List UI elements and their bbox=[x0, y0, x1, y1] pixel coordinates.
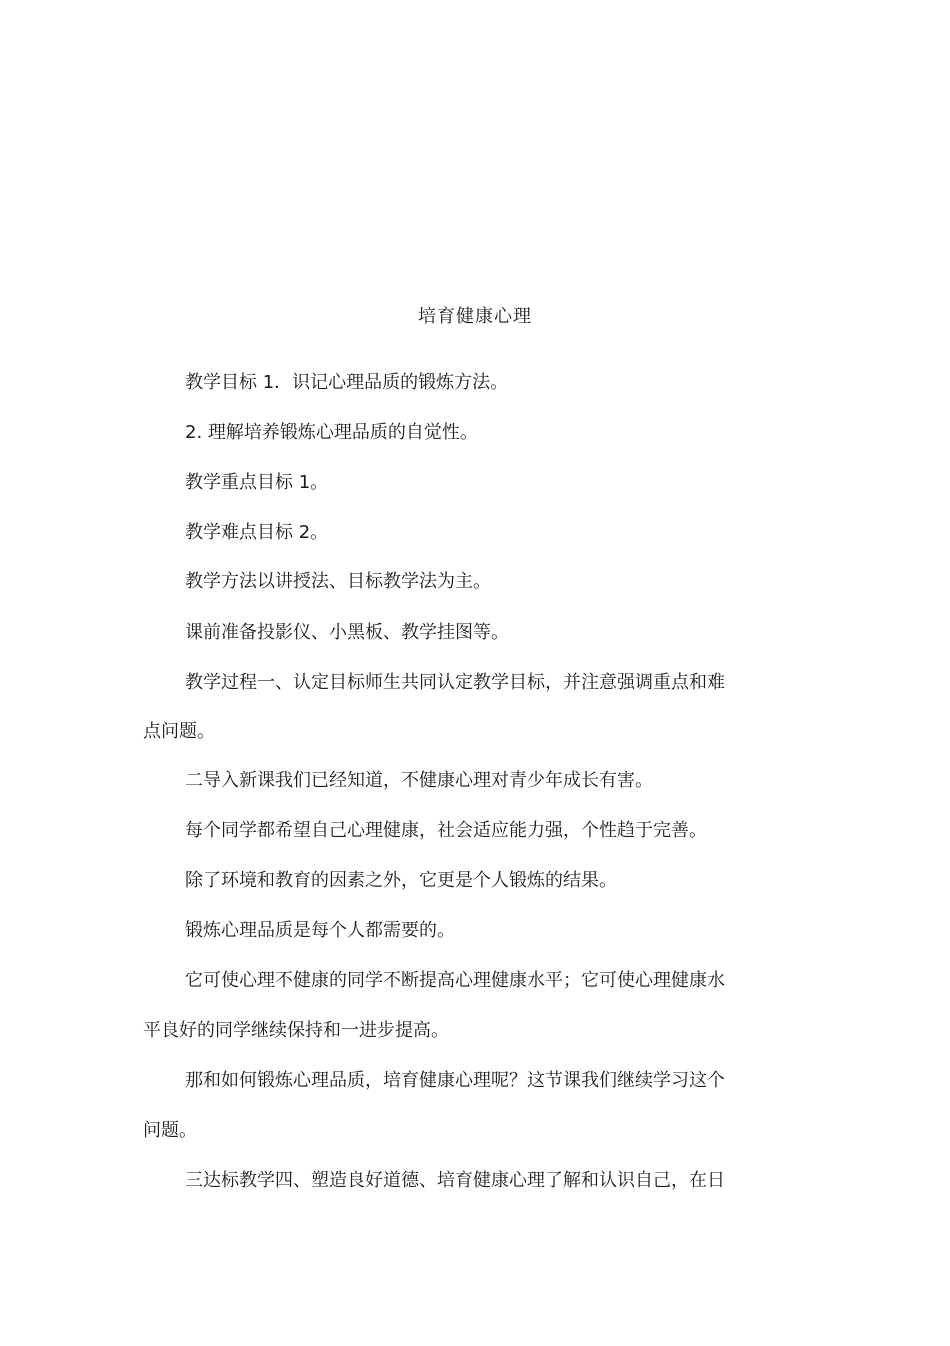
paragraph-line: 点问题。 bbox=[143, 721, 215, 742]
paragraph-line: 问题。 bbox=[143, 1120, 197, 1141]
paragraph-line: 除了环境和教育的因素之外，它更是个人锻炼的结果。 bbox=[185, 870, 617, 891]
paragraph-line: 教学目标 1．识记心理品质的锻炼方法。 bbox=[185, 372, 509, 393]
paragraph-line: 锻炼心理品质是每个人都需要的。 bbox=[185, 920, 455, 941]
paragraph-line: 教学过程一、认定目标师生共同认定教学目标，并注意强调重点和难 bbox=[185, 672, 725, 693]
paragraph-line: 每个同学都希望自己心理健康，社会适应能力强，个性趋于完善。 bbox=[185, 820, 707, 841]
paragraph-line: 平良好的同学继续保持和一进步提高。 bbox=[143, 1020, 449, 1041]
paragraph-line: 教学重点目标 1。 bbox=[185, 472, 329, 493]
paragraph-line: 二导入新课我们已经知道，不健康心理对青少年成长有害。 bbox=[185, 770, 653, 791]
paragraph-line: 2. 理解培养锻炼心理品质的自觉性。 bbox=[185, 422, 478, 443]
paragraph-line: 那和如何锻炼心理品质，培育健康心理呢？这节课我们继续学习这个 bbox=[185, 1070, 725, 1091]
paragraph-line: 教学方法以讲授法、目标教学法为主。 bbox=[185, 571, 491, 592]
paragraph-line: 教学难点目标 2。 bbox=[185, 522, 329, 543]
document-title: 培育健康心理 bbox=[418, 306, 532, 327]
paragraph-line: 课前准备投影仪、小黑板、教学挂图等。 bbox=[185, 622, 509, 643]
paragraph-line: 它可使心理不健康的同学不断提高心理健康水平；它可使心理健康水 bbox=[185, 970, 725, 991]
paragraph-line: 三达标教学四、塑造良好道德、培育健康心理了解和认识自己，在日 bbox=[185, 1170, 725, 1191]
